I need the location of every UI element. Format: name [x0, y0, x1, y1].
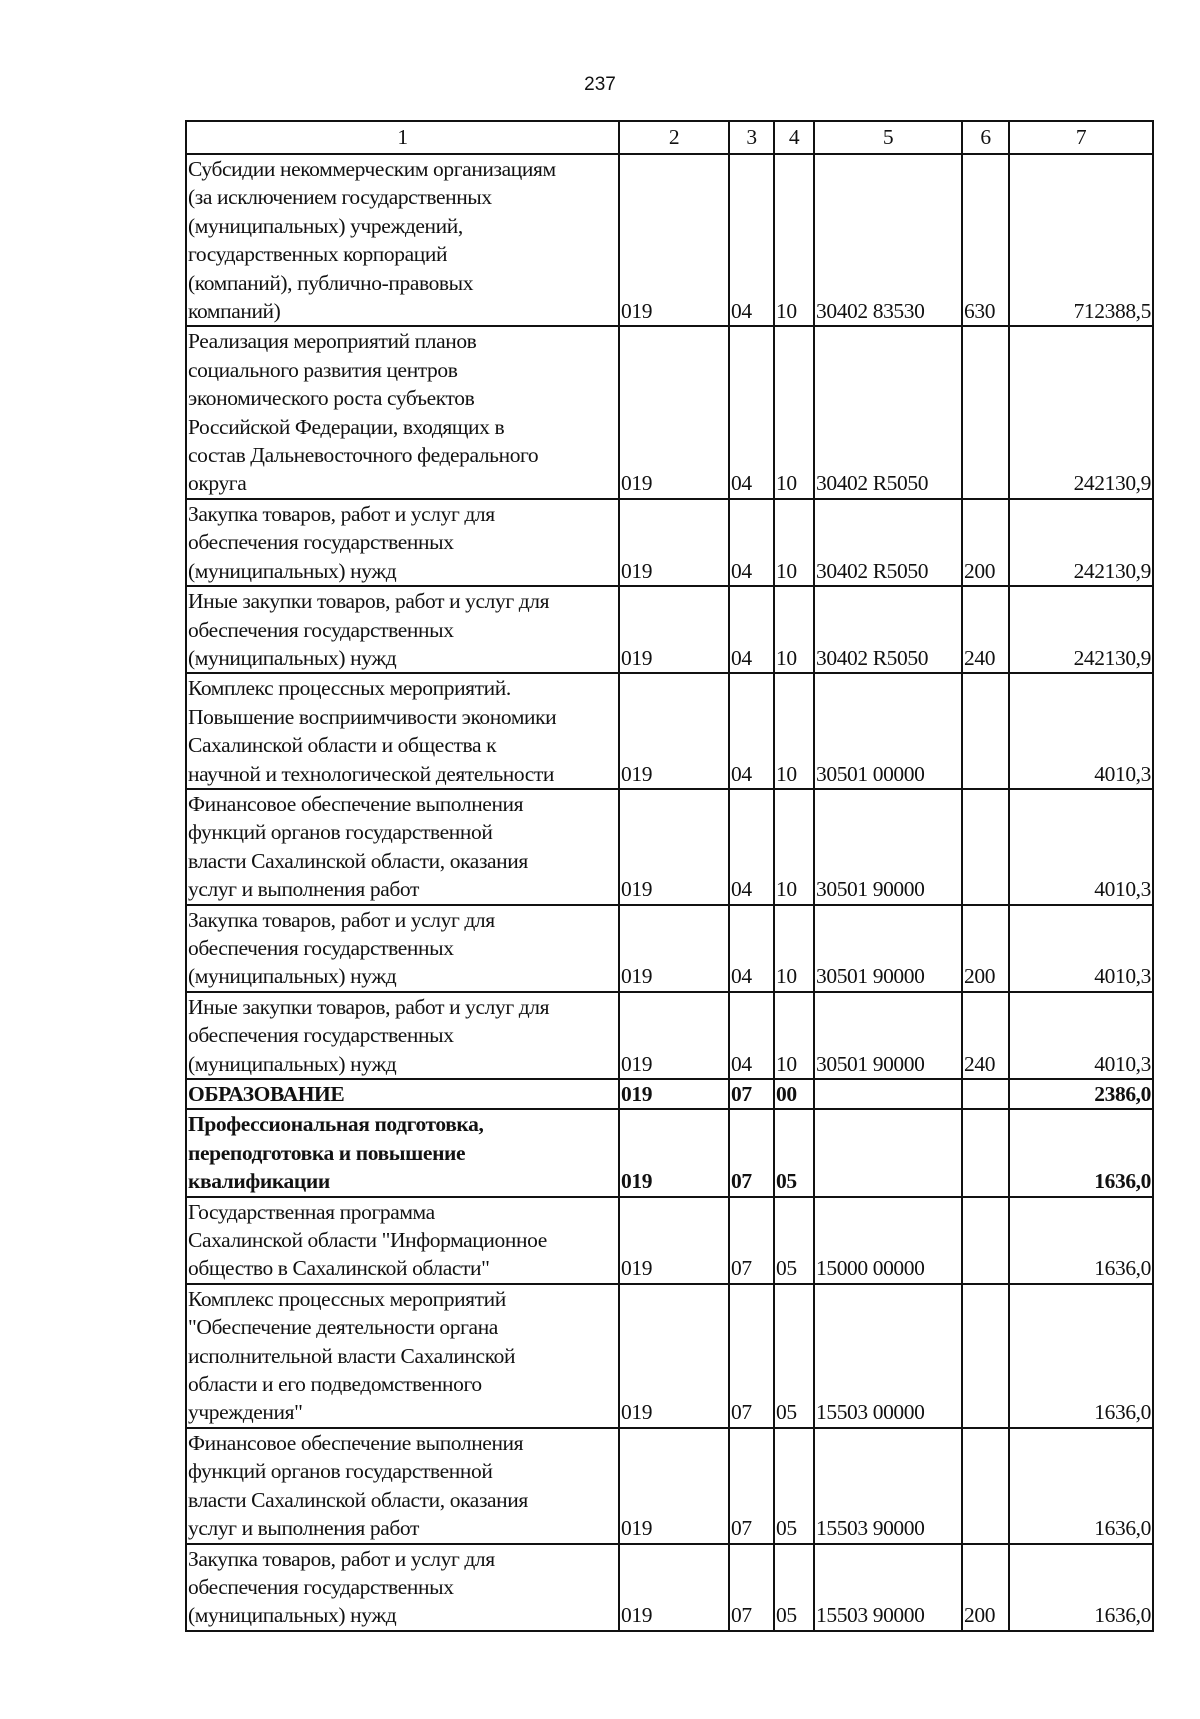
cell-c2: 019: [619, 154, 729, 326]
row-name-line: (за исключением государственных: [188, 185, 492, 210]
table-row: [186, 1428, 1153, 1544]
row-name-line: квалификации: [188, 1169, 330, 1194]
cell-c5: 30501 90000: [814, 789, 962, 905]
cell-c4: 10: [774, 992, 814, 1079]
row-name-cell: [186, 905, 619, 992]
cell-c4: 10: [774, 905, 814, 992]
cell-c4: 00: [774, 1079, 814, 1109]
row-name-line: услуг и выполнения работ: [188, 877, 419, 902]
row-name-cell: [186, 992, 619, 1079]
cell-c4: 05: [774, 1544, 814, 1631]
cell-c7: 4010,3: [1009, 673, 1153, 789]
cell-c5: 30501 00000: [814, 673, 962, 789]
cell-c4: 10: [774, 789, 814, 905]
cell-c6: 200: [962, 905, 1009, 992]
cell-c2: 019: [619, 1197, 729, 1284]
header-col-5: 5: [814, 121, 962, 154]
row-name-line: социального развития центров: [188, 357, 458, 382]
row-name-line: Субсидии некоммерческим организациям: [188, 157, 556, 181]
row-name-line: Закупка товаров, работ и услуг для: [188, 1546, 495, 1571]
cell-c6: [962, 673, 1009, 789]
cell-c4: 05: [774, 1109, 814, 1196]
table-row: [186, 1544, 1153, 1631]
cell-c5: 30402 R5050: [814, 586, 962, 673]
cell-c3: 04: [729, 326, 774, 498]
cell-c3: 04: [729, 992, 774, 1079]
row-name-line: (муниципальных) нужд: [188, 558, 397, 583]
cell-c6: [962, 1109, 1009, 1196]
row-name-line: Комплекс процессных мероприятий.: [188, 676, 511, 701]
cell-c7: 2386,0: [1009, 1079, 1153, 1109]
cell-c2: 019: [619, 905, 729, 992]
cell-c7: 4010,3: [1009, 992, 1153, 1079]
row-name-line: (муниципальных) нужд: [188, 645, 397, 670]
row-name-cell: [186, 586, 619, 673]
header-col-2: 2: [619, 121, 729, 154]
cell-c5: 30402 R5050: [814, 326, 962, 498]
cell-c2: 019: [619, 499, 729, 586]
cell-c5: 30501 90000: [814, 992, 962, 1079]
cell-c6: [962, 1428, 1009, 1544]
table-row: [186, 586, 1153, 673]
cell-c2: 019: [619, 1428, 729, 1544]
row-name-line: Сахалинской области "Информационное: [188, 1228, 547, 1253]
row-name-line: (муниципальных) нужд: [188, 964, 397, 989]
table-row: [186, 673, 1153, 789]
row-name-line: Повышение восприимчивости экономики: [188, 704, 557, 729]
cell-c2: 019: [619, 1079, 729, 1109]
row-name-line: власти Сахалинской области, оказания: [188, 1487, 528, 1512]
cell-c6: 240: [962, 992, 1009, 1079]
row-name-cell: [186, 1079, 619, 1109]
cell-c6: 630: [962, 154, 1009, 326]
header-col-6: 6: [962, 121, 1009, 154]
cell-c4: 05: [774, 1284, 814, 1428]
table-row: [186, 1079, 1153, 1109]
cell-c3: 07: [729, 1544, 774, 1631]
row-name-cell: [186, 1284, 619, 1428]
cell-c5: 15503 00000: [814, 1284, 962, 1428]
row-name-line: Профессиональная подготовка,: [188, 1112, 484, 1137]
cell-c3: 04: [729, 499, 774, 586]
row-name-line: ОБРАЗОВАНИЕ: [188, 1082, 345, 1106]
cell-c5: 15000 00000: [814, 1197, 962, 1284]
cell-c7: 1636,0: [1009, 1544, 1153, 1631]
row-name-line: Реализация мероприятий планов: [188, 329, 477, 354]
cell-c2: 019: [619, 586, 729, 673]
cell-c7: 4010,3: [1009, 905, 1153, 992]
row-name-line: (муниципальных) учреждений,: [188, 213, 463, 238]
row-name-line: государственных корпораций: [188, 242, 448, 267]
cell-c5: 15503 90000: [814, 1544, 962, 1631]
cell-c2: 019: [619, 992, 729, 1079]
cell-c4: 10: [774, 673, 814, 789]
row-name-line: Сахалинской области и общества к: [188, 733, 497, 758]
table-row: [186, 326, 1153, 498]
row-name-line: Закупка товаров, работ и услуг для: [188, 907, 495, 932]
row-name-line: Финансовое обеспечение выполнения: [188, 791, 524, 816]
row-name-line: Финансовое обеспечение выполнения: [188, 1430, 524, 1455]
row-name-line: Закупка товаров, работ и услуг для: [188, 501, 495, 526]
cell-c2: 019: [619, 326, 729, 498]
row-name-cell: [186, 673, 619, 789]
table-row: [186, 1109, 1153, 1196]
row-name-line: Иные закупки товаров, работ и услуг для: [188, 994, 550, 1019]
row-name-line: Государственная программа: [188, 1199, 435, 1224]
cell-c3: 04: [729, 789, 774, 905]
row-name-line: округа: [188, 471, 247, 496]
cell-c3: 07: [729, 1079, 774, 1109]
table-row: [186, 992, 1153, 1079]
row-name-line: власти Сахалинской области, оказания: [188, 848, 528, 873]
cell-c2: 019: [619, 673, 729, 789]
cell-c7: 712388,5: [1009, 154, 1153, 326]
row-name-cell: [186, 1544, 619, 1631]
row-name-line: учреждения": [188, 1400, 303, 1425]
table-row: [186, 905, 1153, 992]
cell-c6: [962, 789, 1009, 905]
cell-c5: 30402 R5050: [814, 499, 962, 586]
row-name-line: (компаний), публично-правовых: [188, 270, 474, 295]
row-name-line: исполнительной власти Сахалинской: [188, 1343, 516, 1368]
cell-c4: 10: [774, 586, 814, 673]
cell-c3: 04: [729, 154, 774, 326]
cell-c7: 242130,9: [1009, 586, 1153, 673]
cell-c3: 07: [729, 1109, 774, 1196]
cell-c6: 200: [962, 1544, 1009, 1631]
row-name-line: компаний): [188, 299, 281, 324]
row-name-line: функций органов государственной: [188, 1459, 493, 1484]
cell-c2: 019: [619, 1284, 729, 1428]
row-name-line: переподготовка и повышение: [188, 1140, 466, 1165]
row-name-line: научной и технологической деятельности: [188, 761, 555, 786]
cell-c2: 019: [619, 789, 729, 905]
row-name-line: (муниципальных) нужд: [188, 1603, 397, 1628]
cell-c3: 04: [729, 586, 774, 673]
table-row: [186, 499, 1153, 586]
cell-c5: 30501 90000: [814, 905, 962, 992]
cell-c3: 04: [729, 673, 774, 789]
cell-c7: 1636,0: [1009, 1197, 1153, 1284]
row-name-line: состав Дальневосточного федерального: [188, 443, 539, 468]
cell-c7: 4010,3: [1009, 789, 1153, 905]
row-name-cell: [186, 1109, 619, 1196]
row-name-cell: [186, 789, 619, 905]
row-name-cell: [186, 1197, 619, 1284]
cell-c2: 019: [619, 1544, 729, 1631]
table-row: [186, 1284, 1153, 1428]
header-col-4: 4: [774, 121, 814, 154]
row-name-line: обеспечения государственных: [188, 1023, 454, 1048]
cell-c3: 07: [729, 1197, 774, 1284]
cell-c7: 1636,0: [1009, 1284, 1153, 1428]
cell-c3: 04: [729, 905, 774, 992]
table-header-row: [186, 121, 1153, 154]
header-col-1: 1: [186, 121, 619, 154]
cell-c7: 1636,0: [1009, 1109, 1153, 1196]
row-name-cell: [186, 1428, 619, 1544]
cell-c5: 15503 90000: [814, 1428, 962, 1544]
cell-c4: 05: [774, 1428, 814, 1544]
row-name-line: общество в Сахалинской области": [188, 1256, 490, 1281]
header-col-3: 3: [729, 121, 774, 154]
row-name-line: Комплекс процессных мероприятий: [188, 1286, 506, 1311]
header-col-7: 7: [1009, 121, 1153, 154]
cell-c3: 07: [729, 1284, 774, 1428]
row-name-line: "Обеспечение деятельности органа: [188, 1315, 498, 1340]
cell-c4: 05: [774, 1197, 814, 1284]
cell-c5: 30402 83530: [814, 154, 962, 326]
cell-c4: 10: [774, 499, 814, 586]
cell-c3: 07: [729, 1428, 774, 1544]
table-row: [186, 154, 1153, 326]
cell-c6: [962, 326, 1009, 498]
cell-c7: 1636,0: [1009, 1428, 1153, 1544]
table-row: [186, 1197, 1153, 1284]
row-name-line: области и его подведомственного: [188, 1372, 482, 1397]
row-name-cell: [186, 326, 619, 498]
cell-c4: 10: [774, 326, 814, 498]
cell-c6: 240: [962, 586, 1009, 673]
row-name-line: обеспечения государственных: [188, 1574, 454, 1599]
cell-c6: [962, 1197, 1009, 1284]
cell-c7: 242130,9: [1009, 499, 1153, 586]
row-name-line: обеспечения государственных: [188, 530, 454, 555]
row-name-line: обеспечения государственных: [188, 935, 454, 960]
row-name-line: Иные закупки товаров, работ и услуг для: [188, 589, 550, 614]
row-name-cell: [186, 154, 619, 326]
cell-c6: 200: [962, 499, 1009, 586]
table-row: [186, 789, 1153, 905]
cell-c6: [962, 1284, 1009, 1428]
row-name-line: функций органов государственной: [188, 820, 493, 845]
row-name-line: услуг и выполнения работ: [188, 1516, 419, 1541]
page-number: 237: [584, 74, 616, 95]
row-name-line: экономического роста субъектов: [188, 386, 475, 411]
cell-c7: 242130,9: [1009, 326, 1153, 498]
cell-c5: [814, 1109, 962, 1196]
cell-c6: [962, 1079, 1009, 1109]
budget-table: [185, 120, 1154, 1632]
row-name-line: (муниципальных) нужд: [188, 1051, 397, 1076]
cell-c4: 10: [774, 154, 814, 326]
row-name-cell: [186, 499, 619, 586]
cell-c5: [814, 1079, 962, 1109]
cell-c2: 019: [619, 1109, 729, 1196]
row-name-line: Российской Федерации, входящих в: [188, 414, 505, 439]
row-name-line: обеспечения государственных: [188, 617, 454, 642]
